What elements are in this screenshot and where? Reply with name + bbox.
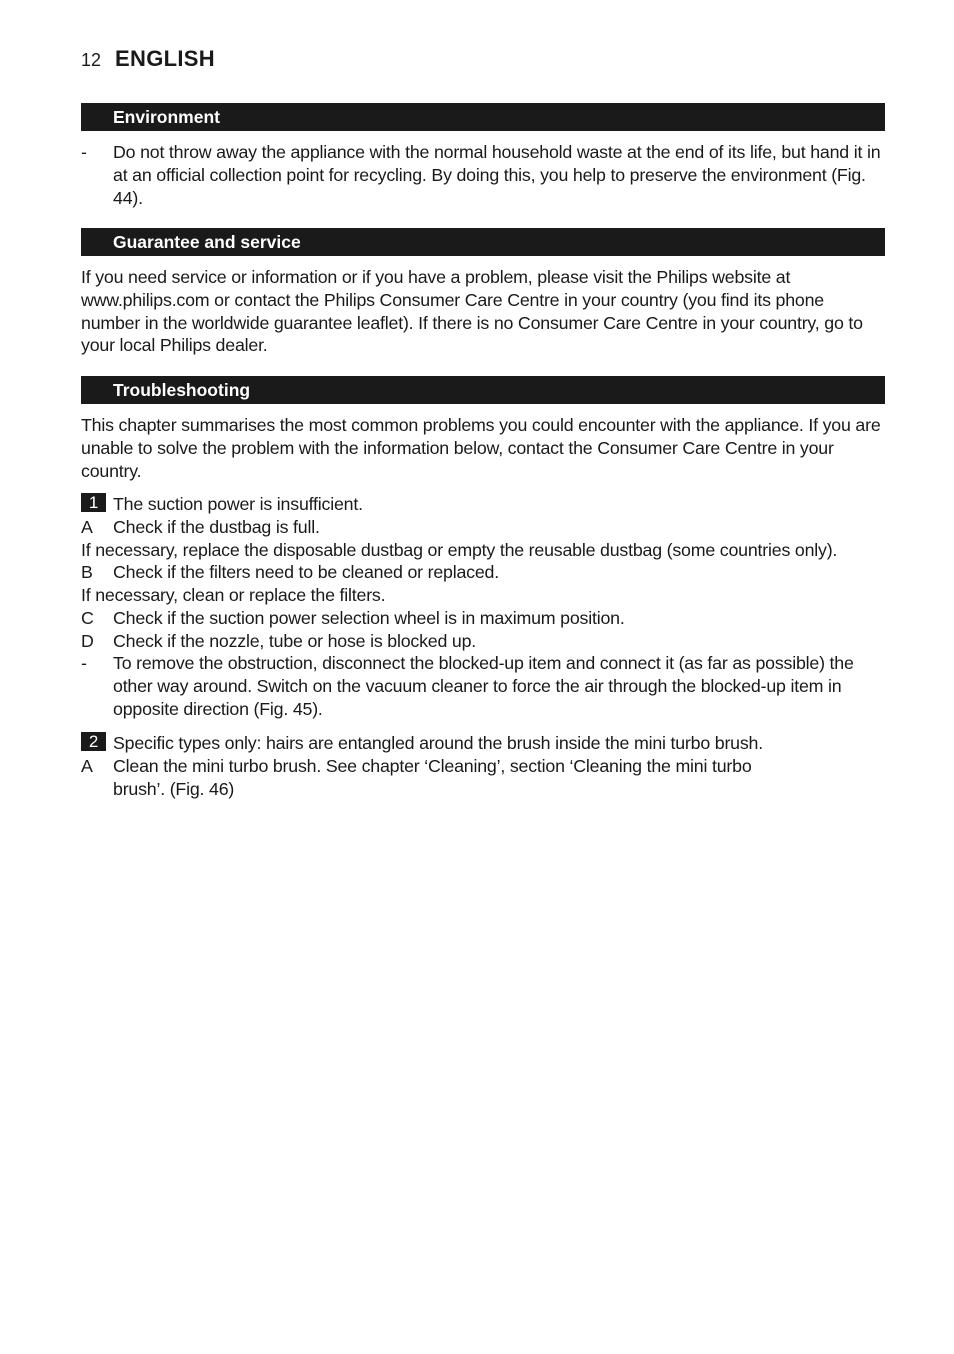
step-letter: B: [81, 562, 93, 582]
troubleshooting-intro: This chapter summarises the most common problems you could encounter with the appliance. If you are unable to solve the problem with the information below, contact the Consumer Care Centre in your country.: [81, 415, 881, 481]
step-letter: A: [81, 517, 93, 537]
bullet-dash: -: [81, 653, 87, 673]
page-number: 12: [81, 50, 102, 70]
problem-number-badge: 2: [81, 732, 106, 751]
problem-1-note-b: If necessary, clean or replace the filters.: [81, 585, 386, 605]
page-language: ENGLISH: [115, 46, 215, 71]
guarantee-text: If you need service or information or if you have a problem, please visit the Philips website at www.philips.com or contact the Philips Consumer Care Centre in your country (you find its phone number in the worldwide guarantee leaflet). If there is no Consumer Care Centre in your country, go to your local Philips dealer.: [81, 267, 863, 356]
step-letter: C: [81, 608, 94, 628]
environment-text: Do not throw away the appliance with the normal household waste at the end of its life, but hand it in at an official collection point for recycling. By doing this, you help to preserve the environment (Fig. 44).: [113, 142, 881, 208]
step-text: Check if the dustbag is full.: [113, 517, 320, 537]
step-letter: D: [81, 631, 94, 651]
section-heading-troubleshooting: Troubleshooting: [81, 376, 885, 404]
bullet-dash: -: [81, 142, 87, 162]
problem-2-title: Specific types only: hairs are entangled around the brush inside the mini turbo brush.: [113, 733, 763, 753]
section-heading-guarantee: Guarantee and service: [81, 228, 885, 256]
page-header: [81, 46, 215, 76]
problem-1-title: The suction power is insufficient.: [113, 494, 363, 514]
problem-number-badge: 1: [81, 493, 106, 512]
step-text: Clean the mini turbo brush. See chapter ‘Cleaning’, section ‘Cleaning the mini turbo brush’. (Fig. 46): [113, 756, 752, 799]
bullet-text: To remove the obstruction, disconnect the blocked-up item and connect it (as far as possible) the other way around. Switch on the vacuum cleaner to force the air through the blocked-up item in opposite direction (Fig. 45).: [113, 653, 854, 719]
step-letter: A: [81, 756, 93, 776]
problem-1-note-a: If necessary, replace the disposable dustbag or empty the reusable dustbag (some countries only).: [81, 540, 838, 560]
step-text: Check if the filters need to be cleaned or replaced.: [113, 562, 499, 582]
section-heading-environment: Environment: [81, 103, 885, 131]
step-text: Check if the nozzle, tube or hose is blocked up.: [113, 631, 477, 651]
step-text: Check if the suction power selection wheel is in maximum position.: [113, 608, 625, 628]
